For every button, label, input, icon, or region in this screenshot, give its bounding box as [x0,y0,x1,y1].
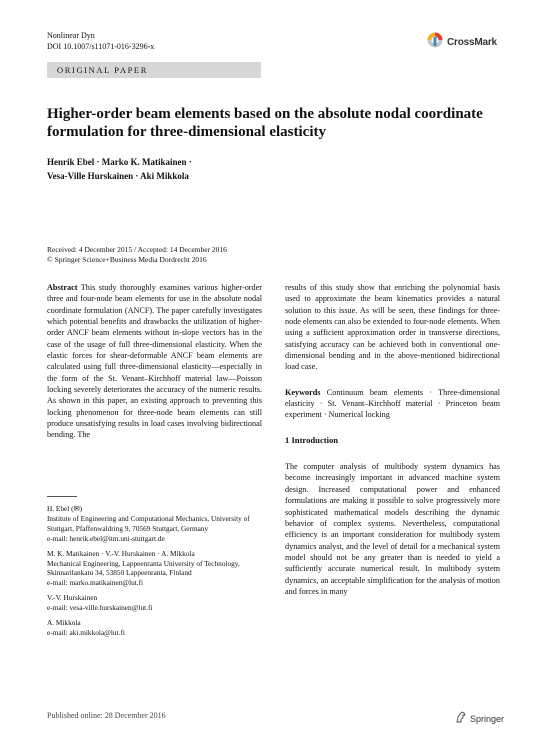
affiliation-block [47,549,267,589]
keywords-label: Keywords [285,387,321,397]
footnote-rule [47,496,77,497]
springer-label: Springer [470,714,505,724]
received-dates: Received: 4 December 2015 / Accepted: 14 December 2016 [47,245,227,254]
crossmark-icon [427,32,443,53]
published-online: Published online: 28 December 2016 [47,711,166,720]
authors-line-1: Henrik Ebel · Marko K. Matikainen · [47,157,192,167]
author-list [47,155,507,183]
affiliation-email[interactable]: e-mail: vesa-ville.hurskainen@lut.fi [47,603,153,613]
affiliation-name: H. Ebel (✉) [47,504,83,513]
affiliation-email[interactable]: e-mail: marko.matikainen@lut.fi [47,578,144,588]
journal-name: Nonlinear Dyn [47,31,95,40]
affiliations [47,504,267,643]
keywords-text: Continuum beam elements · Three-dimensional elasticity · St. Venant–Kirchhoff material · Princeton beam experiment · Numerical locking [285,387,500,420]
affiliation-block [47,618,267,638]
affiliation-name: M. K. Matikainen · V.-V. Hurskainen · A. Mikkola [47,548,195,558]
affiliation-block [47,593,267,613]
affiliation-email[interactable]: e-mail: henrik.ebel@itm.uni-stuttgart.de [47,533,165,543]
abstract-text-left: This study thoroughly examines various higher-order three and four-node beam elements for use in the absolute nodal coordinate formulation (ANCF). The paper carefully investigates which potential benefits and drawbacks the utilization of higher-order ANCF beam elements without in-slope vectors has in the case of the usage of full three-dimensional elasticity. When the elastic forces for shear-deformable ANCF beam elements are calculated using full three-dimensional elasticity—especially in the form of the St. Venant–Kirchhoff material law—Poisson locking severely deteriorates the accuracy of the numeric results. As shown in this paper, an existing approach to preventing this locking phenomenon for three-node beam elements can still produce unsatisfying results in load cases involving bidirectional bending. The [47,283,262,440]
affiliation-email[interactable]: e-mail: aki.mikkola@lut.fi [47,627,125,637]
paper-title: Higher-order beam elements based on the absolute nodal coordinate formulation for three-dimensional elasticity [47,106,483,140]
abstract-label: Abstract [47,283,78,292]
affiliation-address: Institute of Engineering and Computational Mechanics, University of Stuttgart, Pfaffenwaldring 9, 70569 Stuttgart, Germany [47,513,250,533]
introduction-text: The computer analysis of multibody system dynamics has become increasingly important in advanced machine system design. Increased computational power and enhanced formulations are making it possible to solve progressively more sophisticated mathematical models describing the dynamic behavior of complex systems. Nevertheless, computational efficiency is an important consideration for multibody system dynamics analyst, and the level of detail for a mechanical system model should not be any greater than is needed to yield a sufficiently accurate numerical result. In multibody system dynamics, an acceptable simplification for the analysis of motion and forces in many [285,462,500,596]
authors-line-2: Vesa-Ville Hurskainen · Aki Mikkola [47,171,189,181]
affiliation-name: V.-V. Hurskainen [47,593,98,603]
paper-type-banner: ORIGINAL PAPER [47,62,261,78]
doi: DOI 10.1007/s11071-016-3296-x [47,42,155,51]
introduction-heading: 1 Introduction [285,434,339,445]
affiliation-name: A. Mikkola [47,618,81,628]
crossmark-label: CrossMark [447,37,497,48]
keywords-block [285,387,500,421]
springer-horse-icon [455,710,467,728]
copyright: © Springer Science+Business Media Dordrecht 2016 [47,255,207,264]
right-column [285,282,500,597]
abstract-text-right: results of this study show that enriching the polynomial basis used to approximate the beam kinematics provides a natural solution to this issue. As will be seen, these findings for three-node elements can also be extended to four-node elements. When using a sufficient approximation order in transverse directions, satisfying accuracy can be achieved both in conventional one-dimensional bending and in the above-mentioned bidirectional load case. [285,283,500,372]
affiliation-block [47,504,267,544]
affiliation-address: Mechanical Engineering, Lappeenranta University of Technology, Skinnarilankatu 34, 53850 Lappeenranta, Finland [47,558,240,578]
journal-header [47,30,154,52]
crossmark-badge[interactable] [427,32,497,53]
abstract-left-column [47,282,262,441]
springer-logo [455,710,504,728]
received-info [47,245,347,265]
